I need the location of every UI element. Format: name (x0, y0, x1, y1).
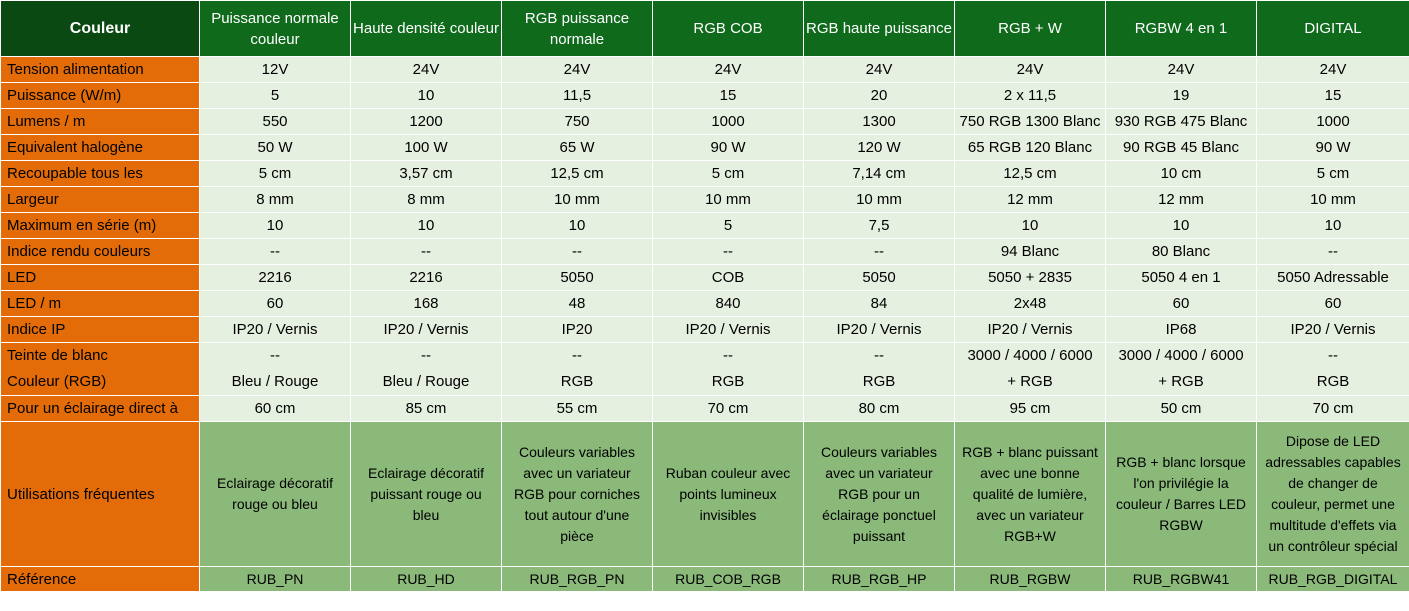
table-row (1, 109, 1409, 135)
table-cell: 1000 (1257, 109, 1409, 135)
table-cell: 84 (804, 291, 955, 317)
table-cell: 2x48 (955, 291, 1106, 317)
usage-cell: RGB + blanc puissant avec une bonne qualité de lumière, avec un variateur RGB+W (955, 422, 1106, 567)
table-row (1, 239, 1409, 265)
table-cell: 10 mm (653, 187, 804, 213)
table-cell: 12,5 cm (502, 161, 653, 187)
table-cell: 10 mm (1257, 187, 1409, 213)
table-cell: 15 (1257, 83, 1409, 109)
table-cell: 100 W (351, 135, 502, 161)
table-cell: 12,5 cm (955, 161, 1106, 187)
table-cell: IP68 (1106, 317, 1257, 343)
reference-cell: RUB_RGBW41 (1106, 567, 1257, 592)
table-cell: 7,14 cm (804, 161, 955, 187)
table-cell: -- (200, 239, 351, 265)
row-label: Maximum en série (m) (1, 213, 200, 239)
table-cell: 24V (955, 57, 1106, 83)
table-cell: 10 (1257, 213, 1409, 239)
tint-value: 3000 / 4000 / 6000 (1118, 347, 1244, 364)
table-cell: 7,5 (804, 213, 955, 239)
table-cell: 60 (1257, 291, 1409, 317)
table-cell: IP20 (502, 317, 653, 343)
table-cell (502, 343, 653, 396)
table-row (1, 57, 1409, 83)
table-cell: IP20 / Vernis (351, 317, 502, 343)
table-cell (653, 343, 804, 396)
column-header: DIGITAL (1257, 1, 1409, 57)
table-row (1, 213, 1409, 239)
reference-cell: RUB_RGB_DIGITAL (1257, 567, 1409, 592)
color-value: RGB (711, 373, 745, 390)
table-cell: 10 cm (1106, 161, 1257, 187)
table-cell: 65 W (502, 135, 653, 161)
table-cell: 5050 Adressable (1257, 265, 1409, 291)
table-cell: 5 cm (653, 161, 804, 187)
usage-cell: Couleurs variables avec un variateur RGB pour un éclairage ponctuel puissant (804, 422, 955, 567)
table-cell: 80 Blanc (1106, 239, 1257, 265)
table-cell: -- (653, 239, 804, 265)
table-cell: 750 (502, 109, 653, 135)
usage-cell: Eclairage décoratif puissant rouge ou bleu (351, 422, 502, 567)
table-cell: 12 mm (955, 187, 1106, 213)
table-cell: 15 (653, 83, 804, 109)
table-cell: 10 mm (804, 187, 955, 213)
table-cell (351, 343, 502, 396)
row-label: Utilisations fréquentes (1, 422, 200, 567)
table-cell: 48 (502, 291, 653, 317)
table-cell: 750 RGB 1300 Blanc (955, 109, 1106, 135)
table-cell (955, 343, 1106, 396)
table-cell: 2216 (351, 265, 502, 291)
tint-value: -- (723, 347, 733, 364)
row-label: LED (1, 265, 200, 291)
row-label: Référence (1, 567, 200, 592)
table-cell: 5050 + 2835 (955, 265, 1106, 291)
table-cell: 5050 4 en 1 (1106, 265, 1257, 291)
usage-cell: RGB + blanc lorsque l'on privilégie la couleur / Barres LED RGBW (1106, 422, 1257, 567)
usage-cell: Eclairage décoratif rouge ou bleu (200, 422, 351, 567)
table-cell: 5 cm (1257, 161, 1409, 187)
row-label: Equivalent halogène (1, 135, 200, 161)
table-cell (804, 343, 955, 396)
table-cell: 50 W (200, 135, 351, 161)
table-cell: 90 W (653, 135, 804, 161)
table-cell: 24V (502, 57, 653, 83)
reference-cell: RUB_RGB_HP (804, 567, 955, 592)
table-cell: 10 (351, 83, 502, 109)
table-row (1, 187, 1409, 213)
reference-cell: RUB_HD (351, 567, 502, 592)
table-cell: 90 RGB 45 Blanc (1106, 135, 1257, 161)
table-cell: 24V (1106, 57, 1257, 83)
usage-cell: Dipose de LED adressables capables de changer de couleur, permet une multitude d'effets via un contrôleur spécial (1257, 422, 1409, 567)
table-cell: 5 cm (200, 161, 351, 187)
table-cell: 65 RGB 120 Blanc (955, 135, 1106, 161)
table-cell: 60 cm (200, 396, 351, 422)
tint-label: Teinte de blanc (7, 347, 108, 364)
table-cell: -- (1257, 239, 1409, 265)
color-value: RGB (1316, 373, 1350, 390)
usage-cell: Couleurs variables avec un variateur RGB pour corniches tout autour d'une pièce (502, 422, 653, 567)
color-value: RGB (560, 373, 594, 390)
table-cell (1257, 343, 1409, 396)
row-label: Recoupable tous les (1, 161, 200, 187)
row-label: Pour un éclairage direct à (1, 396, 200, 422)
table-cell: 24V (351, 57, 502, 83)
reference-cell: RUB_RGB_PN (502, 567, 653, 592)
column-header: RGB + W (955, 1, 1106, 57)
table-cell: 55 cm (502, 396, 653, 422)
row-label: LED / m (1, 291, 200, 317)
table-cell: 20 (804, 83, 955, 109)
reference-cell: RUB_COB_RGB (653, 567, 804, 592)
table-cell: IP20 / Vernis (804, 317, 955, 343)
table-cell: 10 mm (502, 187, 653, 213)
table-cell: 10 (1106, 213, 1257, 239)
table-row (1, 291, 1409, 317)
tint-value: -- (874, 347, 884, 364)
column-header: RGB haute puissance (804, 1, 955, 57)
table-cell: 8 mm (200, 187, 351, 213)
table-cell: 10 (502, 213, 653, 239)
table-cell: 1300 (804, 109, 955, 135)
header-corner: Couleur (1, 1, 200, 57)
tint-value: -- (270, 347, 280, 364)
direct-lighting-row (1, 396, 1409, 422)
row-label: Indice rendu couleurs (1, 239, 200, 265)
tint-value: -- (1328, 347, 1338, 364)
column-header: RGB puissance normale (502, 1, 653, 57)
table-cell: 70 cm (653, 396, 804, 422)
table-cell: 10 (955, 213, 1106, 239)
table-cell: 19 (1106, 83, 1257, 109)
table-cell: 60 (1106, 291, 1257, 317)
table-cell: 8 mm (351, 187, 502, 213)
table-cell: 5050 (502, 265, 653, 291)
table-cell: 90 W (1257, 135, 1409, 161)
table-cell: 24V (804, 57, 955, 83)
reference-cell: RUB_PN (200, 567, 351, 592)
table-cell: 50 cm (1106, 396, 1257, 422)
tint-color-row (1, 343, 1409, 396)
column-header: RGBW 4 en 1 (1106, 1, 1257, 57)
table-cell: 10 (351, 213, 502, 239)
tint-value: -- (421, 347, 431, 364)
table-cell: 85 cm (351, 396, 502, 422)
row-label: Indice IP (1, 317, 200, 343)
table-cell: 840 (653, 291, 804, 317)
table-cell: 12V (200, 57, 351, 83)
column-header: Puissance normale couleur (200, 1, 351, 57)
table-cell: 94 Blanc (955, 239, 1106, 265)
table-cell: IP20 / Vernis (200, 317, 351, 343)
table-cell: -- (351, 239, 502, 265)
table-cell: 1200 (351, 109, 502, 135)
table-cell: IP20 / Vernis (653, 317, 804, 343)
table-cell: 70 cm (1257, 396, 1409, 422)
row-label: Puissance (W/m) (1, 83, 200, 109)
table-cell: 1000 (653, 109, 804, 135)
row-label: Largeur (1, 187, 200, 213)
table-cell: 930 RGB 475 Blanc (1106, 109, 1257, 135)
row-label: Tension alimentation (1, 57, 200, 83)
table-row (1, 265, 1409, 291)
table-cell: 5 (653, 213, 804, 239)
table-cell: IP20 / Vernis (1257, 317, 1409, 343)
table-cell: 120 W (804, 135, 955, 161)
row-label (1, 343, 200, 396)
color-value: Bleu / Rouge (231, 373, 319, 390)
table-cell (1106, 343, 1257, 396)
color-value: + RGB (1007, 373, 1053, 390)
table-cell: 550 (200, 109, 351, 135)
tint-value: 3000 / 4000 / 6000 (967, 347, 1093, 364)
table-cell: 11,5 (502, 83, 653, 109)
table-row (1, 161, 1409, 187)
table-cell: -- (502, 239, 653, 265)
table-cell (200, 343, 351, 396)
table-cell: 95 cm (955, 396, 1106, 422)
column-header: RGB COB (653, 1, 804, 57)
color-value: Bleu / Rouge (382, 373, 470, 390)
table-cell: COB (653, 265, 804, 291)
row-label: Lumens / m (1, 109, 200, 135)
table-row (1, 317, 1409, 343)
table-cell: 3,57 cm (351, 161, 502, 187)
table-cell: 168 (351, 291, 502, 317)
table-cell: 5050 (804, 265, 955, 291)
table-cell: 5 (200, 83, 351, 109)
tint-value: -- (572, 347, 582, 364)
table-cell: 24V (1257, 57, 1409, 83)
table-cell: IP20 / Vernis (955, 317, 1106, 343)
reference-row (1, 567, 1409, 592)
table-cell: 80 cm (804, 396, 955, 422)
color-label: Couleur (RGB) (7, 373, 107, 390)
reference-cell: RUB_RGBW (955, 567, 1106, 592)
table-row (1, 83, 1409, 109)
table-cell: 2 x 11,5 (955, 83, 1106, 109)
header-row (1, 1, 1409, 57)
table-cell: 2216 (200, 265, 351, 291)
color-value: RGB (862, 373, 896, 390)
color-value: + RGB (1158, 373, 1204, 390)
table-cell: 10 (200, 213, 351, 239)
table-row (1, 135, 1409, 161)
table-cell: -- (804, 239, 955, 265)
table-cell: 12 mm (1106, 187, 1257, 213)
column-header: Haute densité couleur (351, 1, 502, 57)
table-cell: 60 (200, 291, 351, 317)
usage-row (1, 422, 1409, 567)
table-cell: 24V (653, 57, 804, 83)
usage-cell: Ruban couleur avec points lumineux invisibles (653, 422, 804, 567)
